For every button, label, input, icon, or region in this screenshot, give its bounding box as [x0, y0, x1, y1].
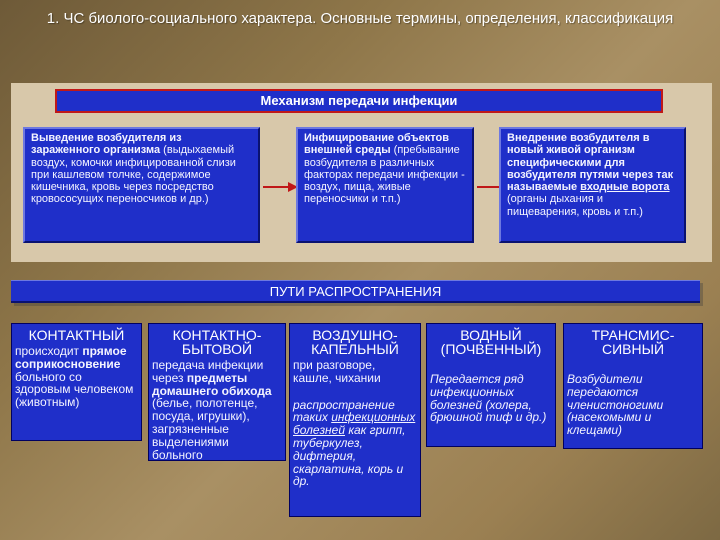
contact-column	[11, 323, 142, 441]
airborne-heading: ВОЗДУШНО-КАПЕЛЬНЫЙ	[311, 327, 399, 357]
ways-banner: ПУТИ РАСПРОСТРАНЕНИЯ	[11, 280, 700, 303]
airborne-italic-2: как грипп, туберкулез, дифтерия, скарлатина, корь и др.	[293, 423, 406, 489]
household-text-1: передача инфекции через	[152, 358, 264, 385]
environment-title: Инфицирование объектов внешней среды	[304, 132, 449, 157]
environment-box	[296, 127, 474, 243]
excretion-text: (выдыхаемый воздух, комочки инфицированной слизи при кашлевом толчке, содержимое кишечника, кровь через посредство кровососущих переносчиков и др.)	[31, 144, 236, 206]
transmissive-column	[563, 323, 703, 449]
contact-text-2: больного со здоровым человеком (животным)	[15, 369, 134, 410]
household-column	[148, 323, 286, 461]
slide-title: 1. ЧС биолого-социального характера. Основные термины, определения, классификация	[46, 10, 674, 27]
arrow-right-icon	[262, 180, 300, 194]
contact-bold: прямое соприкосновение	[15, 344, 127, 371]
introduction-title: Внедрение возбудителя в новый живой организм специфическими для возбудителя путями через так называемые	[507, 132, 674, 194]
excretion-box	[23, 127, 260, 243]
airborne-column	[289, 323, 421, 517]
excretion-title: Выведение возбудителя из зараженного организма	[31, 132, 182, 157]
water-column	[426, 323, 556, 447]
water-text: Передается ряд инфекционных болезней (холера, брюшной тиф и др.)	[430, 372, 547, 425]
airborne-underline: инфекционных болезней	[293, 410, 416, 438]
transmissive-text: Возбудители передаются членистоногими (насекомыми и клещами)	[567, 372, 664, 438]
introduction-box	[499, 127, 686, 243]
household-text-2: (белье, полотенце, посуда, игрушки), загрязненные выделениями больного	[152, 396, 258, 462]
airborne-italic-1: распространение таких	[293, 397, 395, 425]
water-heading: ВОДНЫЙ (ПОЧВЕННЫЙ)	[440, 327, 542, 357]
airborne-text-1: при разговоре, кашле, чихании	[293, 358, 381, 385]
household-bold: предметы домашнего обихода	[152, 370, 272, 398]
contact-heading: КОНТАКТНЫЙ	[28, 327, 125, 343]
contact-text-1: происходит	[15, 344, 83, 358]
mechanism-banner: Механизм передачи инфекции	[55, 89, 663, 113]
transmissive-heading: ТРАНСМИС-СИВНЫЙ	[591, 327, 675, 357]
introduction-text: (органы дыхания и пищеварения, кровь и т.п.)	[507, 193, 643, 218]
entry-gates: входные ворота	[580, 181, 670, 194]
environment-text: (пребывание возбудителя в различных факторах передачи инфекции - воздух, пища, живые переносчики и т.п.)	[304, 144, 465, 206]
household-heading: КОНТАКТНО-БЫТОВОЙ	[172, 327, 262, 357]
